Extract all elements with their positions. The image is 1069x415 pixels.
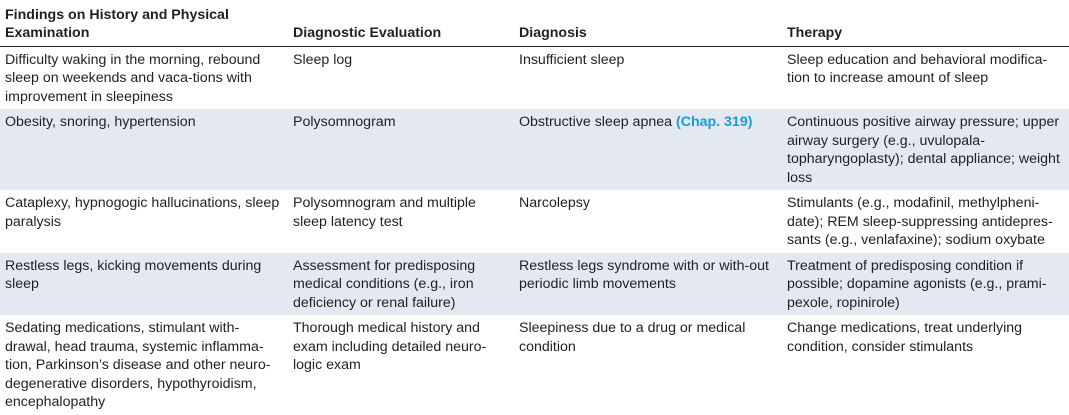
cell-evaluation: Thorough medical history and exam including detailed neuro-logic exam <box>293 320 487 373</box>
cell-therapy: Sleep education and behavioral modifica-tion to increase amount of sleep <box>787 51 1048 86</box>
table-row <box>0 253 1069 316</box>
diagnosis-text: Restless legs syndrome with or with-out periodic limb movements <box>519 257 769 292</box>
cell-evaluation: Polysomnogram and multiple sleep latency test <box>293 195 476 230</box>
diagnosis-text: Obstructive sleep apnea <box>519 114 673 130</box>
cell-evaluation: Polysomnogram <box>288 109 514 190</box>
cell-diagnosis <box>514 253 782 316</box>
cell-diagnosis <box>514 109 782 190</box>
table-row <box>0 109 1069 190</box>
cell-findings: Restless legs, kicking movements during sleep <box>0 253 288 316</box>
cell-findings: Sedating medications, stimulant with-drawal, head trauma, systemic inflamma-tion, Parkinson’s disease and other neuro-degenerative disorders, hypothyroidism, encephalopathy <box>5 320 271 410</box>
header-diagnosis: Diagnosis <box>514 0 782 46</box>
cell-evaluation: Assessment for predisposing medical conditions (e.g., iron deficiency or renal failure) <box>288 253 514 316</box>
cell-therapy: Stimulants (e.g., modafinil, methylpheni-date); REM sleep-suppressing antidepres-sants (e.g., venlafaxine); sodium oxybate <box>787 195 1053 248</box>
chapter-reference-link[interactable]: (Chap. 319) <box>675 114 753 130</box>
cell-therapy: Treatment of predisposing condition if possible; dopamine agonists (e.g., prami-pexole, ropinirole) <box>782 253 1069 316</box>
cell-diagnosis <box>514 46 782 109</box>
diagnosis-text: Narcolepsy <box>519 195 590 211</box>
cell-findings: Cataplexy, hypnogogic hallucinations, sleep paralysis <box>5 195 280 230</box>
cell-diagnosis <box>514 315 782 415</box>
diagnosis-text: Sleepiness due to a drug or medical condition <box>519 320 746 355</box>
cell-diagnosis <box>514 190 782 253</box>
table-header-row <box>0 0 1069 46</box>
cell-findings: Difficulty waking in the morning, rebound sleep on weekends and vaca-tions with improvement in sleepiness <box>5 51 261 105</box>
table-row <box>0 315 1069 415</box>
header-therapy: Therapy <box>782 0 1069 46</box>
cell-therapy: Continuous positive airway pressure; upper airway surgery (e.g., uvulopala-topharyngoplasty); dental appliance; weight loss <box>782 109 1069 190</box>
diagnosis-text: Insufficient sleep <box>519 51 625 68</box>
header-diagnostic-evaluation: Diagnostic Evaluation <box>288 0 514 46</box>
cell-findings: Obesity, snoring, hypertension <box>0 109 288 190</box>
cell-evaluation: Sleep log <box>293 51 353 68</box>
cell-therapy: Change medications, treat underlying condition, consider stimulants <box>787 320 1023 355</box>
table-row <box>0 46 1069 109</box>
table-row <box>0 190 1069 253</box>
header-findings: Findings on History and Physical Examination <box>0 0 288 46</box>
